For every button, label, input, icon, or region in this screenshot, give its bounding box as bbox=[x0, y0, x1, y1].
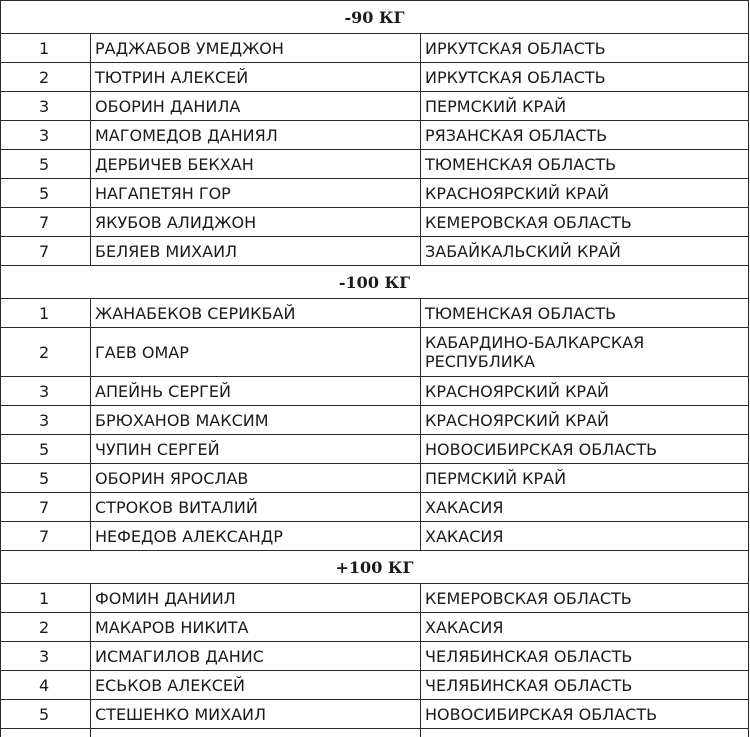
category-title: +100 КГ bbox=[1, 551, 749, 584]
athlete-name-cell: НЕФЕДОВ АЛЕКСАНДР bbox=[91, 522, 421, 551]
region-cell: КЕМЕРОВСКАЯ ОБЛАСТЬ bbox=[421, 584, 749, 613]
region-cell: КРАСНОЯРСКИЙ КРАЙ bbox=[421, 179, 749, 208]
place-cell: 5 bbox=[1, 435, 91, 464]
athlete-name-cell: ЖАНАБЕКОВ СЕРИКБАЙ bbox=[91, 299, 421, 328]
place-cell: 1 bbox=[1, 299, 91, 328]
athlete-name-cell: ЕСЬКОВ АЛЕКСЕЙ bbox=[91, 671, 421, 700]
region-cell: ЗАБАЙКАЛЬСКИЙ КРАЙ bbox=[421, 237, 749, 266]
table-row bbox=[1, 613, 749, 642]
region-cell: ИРКУТСКАЯ ОБЛАСТЬ bbox=[421, 34, 749, 63]
athlete-name-cell: ГАЕВ ОМАР bbox=[91, 328, 421, 377]
region-cell: КРАСНОЯРСКИЙ КРАЙ bbox=[421, 406, 749, 435]
table-row bbox=[1, 92, 749, 121]
place-cell: 1 bbox=[1, 584, 91, 613]
region-cell: ПЕРМСКИЙ КРАЙ bbox=[421, 92, 749, 121]
place-cell: 5 bbox=[1, 179, 91, 208]
athlete-name-cell: ЯКУБОВ АЛИДЖОН bbox=[91, 208, 421, 237]
region-cell: НОВОСИБИРСКАЯ ОБЛАСТЬ bbox=[421, 435, 749, 464]
place-cell: 3 bbox=[1, 92, 91, 121]
table-row bbox=[1, 642, 749, 671]
region-cell: КАБАРДИНО-БАЛКАРСКАЯ РЕСПУБЛИКА bbox=[421, 328, 749, 377]
place-cell: 3 bbox=[1, 377, 91, 406]
region-cell: НОВОСИБИРСКАЯ ОБЛАСТЬ bbox=[421, 700, 749, 729]
table-row bbox=[1, 700, 749, 729]
athlete-name-cell: ИСМАГИЛОВ ДАНИС bbox=[91, 642, 421, 671]
athlete-name-cell: НАГАПЕТЯН ГОР bbox=[91, 179, 421, 208]
place-cell: 5 bbox=[1, 464, 91, 493]
table-row bbox=[1, 377, 749, 406]
place-cell: 2 bbox=[1, 63, 91, 92]
place-cell: 5 bbox=[1, 150, 91, 179]
table-row bbox=[1, 34, 749, 63]
place-cell: 3 bbox=[1, 406, 91, 435]
table-row bbox=[1, 671, 749, 700]
region-cell: ТЮМЕНСКАЯ ОБЛАСТЬ bbox=[421, 299, 749, 328]
region-cell: ИРКУТСКАЯ ОБЛАСТЬ bbox=[421, 63, 749, 92]
table-row bbox=[1, 121, 749, 150]
athlete-name-cell: РАДЖАБОВ УМЕДЖОН bbox=[91, 34, 421, 63]
partial-cell bbox=[91, 729, 421, 737]
table-row bbox=[1, 63, 749, 92]
category-header bbox=[1, 266, 749, 299]
category-header bbox=[1, 551, 749, 584]
table-row bbox=[1, 493, 749, 522]
table-row bbox=[1, 328, 749, 377]
place-cell: 4 bbox=[1, 671, 91, 700]
table-row bbox=[1, 179, 749, 208]
region-cell: КЕМЕРОВСКАЯ ОБЛАСТЬ bbox=[421, 208, 749, 237]
place-cell: 3 bbox=[1, 121, 91, 150]
region-cell: РЯЗАНСКАЯ ОБЛАСТЬ bbox=[421, 121, 749, 150]
athlete-name-cell: МАКАРОВ НИКИТА bbox=[91, 613, 421, 642]
athlete-name-cell: ДЕРБИЧЕВ БЕКХАН bbox=[91, 150, 421, 179]
place-cell: 2 bbox=[1, 328, 91, 377]
category-header bbox=[1, 1, 749, 34]
table-row bbox=[1, 435, 749, 464]
category-title: -90 КГ bbox=[1, 1, 749, 34]
region-cell: ПЕРМСКИЙ КРАЙ bbox=[421, 464, 749, 493]
place-cell: 2 bbox=[1, 613, 91, 642]
region-cell: КРАСНОЯРСКИЙ КРАЙ bbox=[421, 377, 749, 406]
athlete-name-cell: ОБОРИН ЯРОСЛАВ bbox=[91, 464, 421, 493]
table-row bbox=[1, 150, 749, 179]
athlete-name-cell: МАГОМЕДОВ ДАНИЯЛ bbox=[91, 121, 421, 150]
table-row bbox=[1, 522, 749, 551]
results-table-body bbox=[1, 1, 749, 737]
table-row bbox=[1, 299, 749, 328]
table-row-partial bbox=[1, 729, 749, 737]
table-row bbox=[1, 237, 749, 266]
region-cell: ЧЕЛЯБИНСКАЯ ОБЛАСТЬ bbox=[421, 671, 749, 700]
athlete-name-cell: ОБОРИН ДАНИЛА bbox=[91, 92, 421, 121]
table-row bbox=[1, 464, 749, 493]
athlete-name-cell: ЧУПИН СЕРГЕЙ bbox=[91, 435, 421, 464]
athlete-name-cell: СТЕШЕНКО МИХАИЛ bbox=[91, 700, 421, 729]
place-cell: 7 bbox=[1, 208, 91, 237]
region-cell: ТЮМЕНСКАЯ ОБЛАСТЬ bbox=[421, 150, 749, 179]
athlete-name-cell: СТРОКОВ ВИТАЛИЙ bbox=[91, 493, 421, 522]
place-cell: 1 bbox=[1, 34, 91, 63]
place-cell: 7 bbox=[1, 522, 91, 551]
partial-cell bbox=[421, 729, 749, 737]
region-cell: ХАКАСИЯ bbox=[421, 493, 749, 522]
partial-cell bbox=[1, 729, 91, 737]
table-row bbox=[1, 584, 749, 613]
place-cell: 7 bbox=[1, 493, 91, 522]
place-cell: 7 bbox=[1, 237, 91, 266]
athlete-name-cell: БРЮХАНОВ МАКСИМ bbox=[91, 406, 421, 435]
category-title: -100 КГ bbox=[1, 266, 749, 299]
region-cell: ХАКАСИЯ bbox=[421, 522, 749, 551]
athlete-name-cell: БЕЛЯЕВ МИХАИЛ bbox=[91, 237, 421, 266]
region-cell: ХАКАСИЯ bbox=[421, 613, 749, 642]
place-cell: 3 bbox=[1, 642, 91, 671]
athlete-name-cell: АПЕЙНЬ СЕРГЕЙ bbox=[91, 377, 421, 406]
region-cell: ЧЕЛЯБИНСКАЯ ОБЛАСТЬ bbox=[421, 642, 749, 671]
place-cell: 5 bbox=[1, 700, 91, 729]
athlete-name-cell: ТЮТРИН АЛЕКСЕЙ bbox=[91, 63, 421, 92]
table-row bbox=[1, 208, 749, 237]
athlete-name-cell: ФОМИН ДАНИИЛ bbox=[91, 584, 421, 613]
table-row bbox=[1, 406, 749, 435]
